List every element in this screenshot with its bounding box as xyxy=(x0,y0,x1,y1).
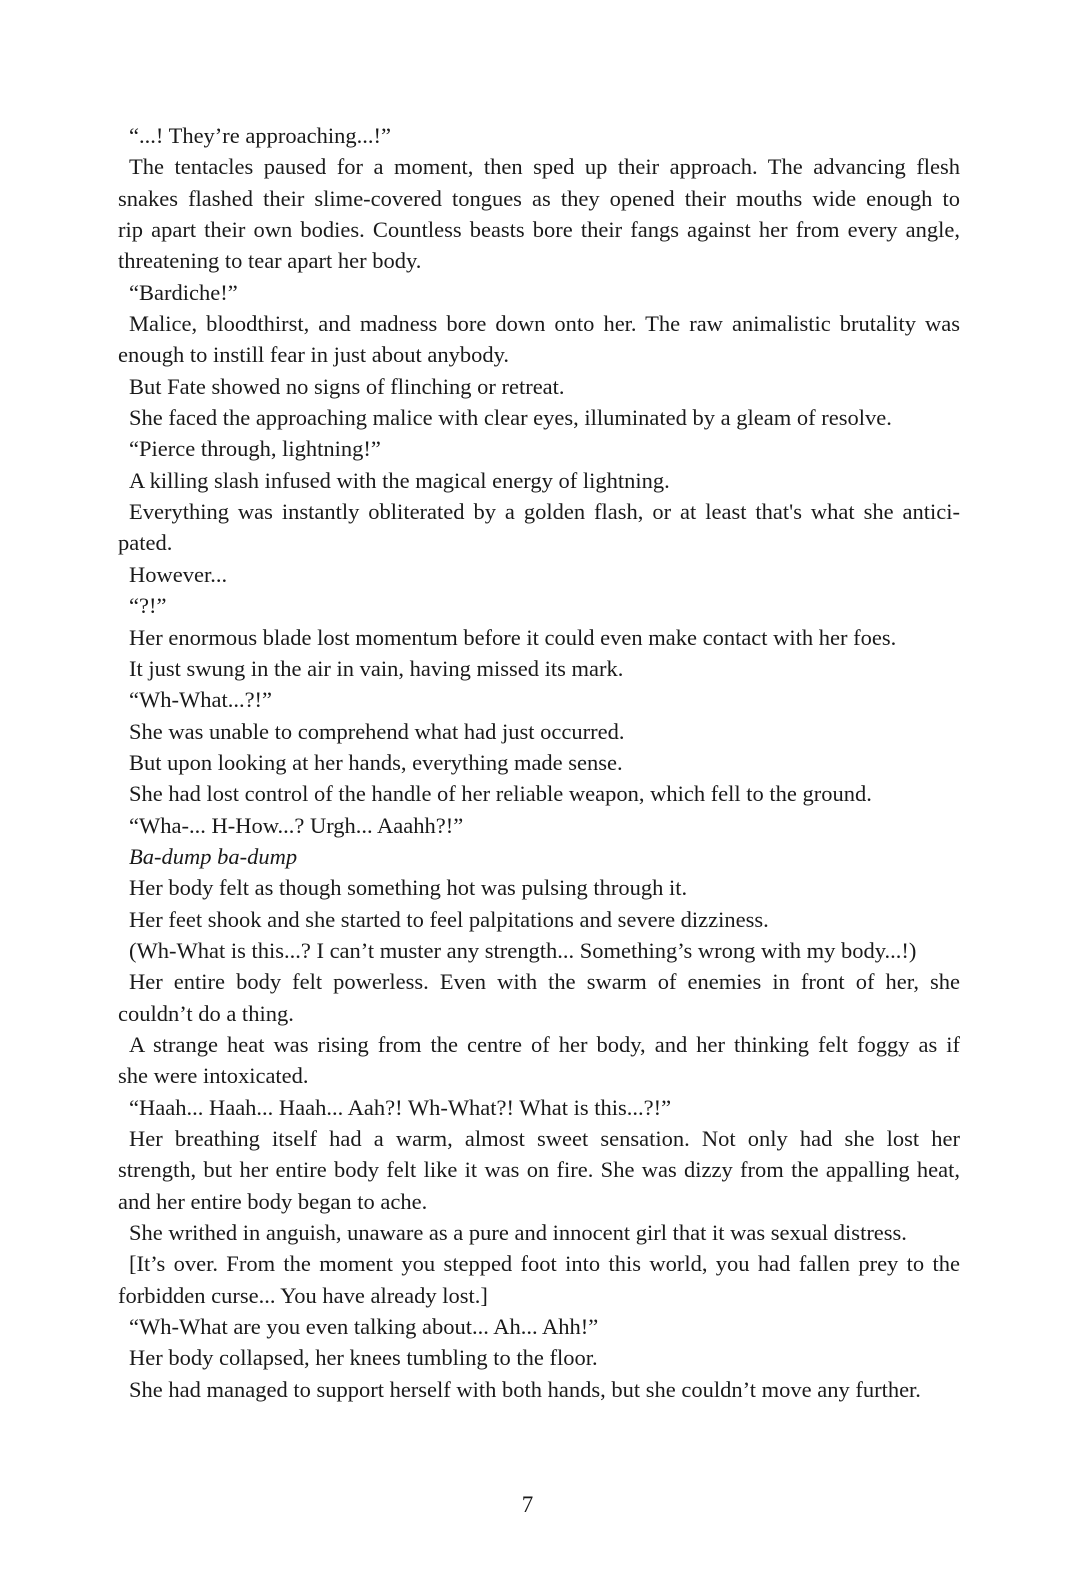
text-line: Her entire body felt powerless. Even with the swarm of enemies in front of her, she xyxy=(129,969,960,995)
text-line: Her body collapsed, her knees tumbling to the floor. xyxy=(129,1345,598,1371)
text-line: threatening to tear apart her body. xyxy=(118,248,422,274)
paragraph xyxy=(118,935,960,966)
paragraph xyxy=(118,1311,960,1342)
paragraph xyxy=(118,966,960,1029)
body-text xyxy=(118,120,960,1405)
text-line: [It’s over. From the moment you stepped foot into this world, you had fallen prey to the xyxy=(129,1251,960,1277)
text-line: She had lost control of the handle of her reliable weapon, which fell to the ground. xyxy=(129,781,872,807)
paragraph xyxy=(118,151,960,276)
paragraph xyxy=(118,841,960,872)
text-line: She writhed in anguish, unaware as a pure and innocent girl that it was sexual distress. xyxy=(129,1220,907,1246)
text-line: She was unable to comprehend what had just occurred. xyxy=(129,718,625,744)
text-line: A killing slash infused with the magical energy of lightning. xyxy=(129,467,670,493)
text-line: Her enormous blade lost momentum before it could even make contact with her foes. xyxy=(129,624,897,650)
paragraph xyxy=(118,308,960,371)
text-line: It just swung in the air in vain, having missed its mark. xyxy=(129,655,624,681)
paragraph xyxy=(118,1217,960,1248)
text-line: “Pierce through, lightning!” xyxy=(129,436,381,462)
text-line: “Wh-What...?!” xyxy=(129,687,273,713)
text-line: “Wha-... H-How...? Urgh... Aaahh?!” xyxy=(129,812,464,838)
text-line: She faced the approaching malice with clear eyes, illuminated by a gleam of resolve. xyxy=(129,405,892,431)
paragraph xyxy=(118,684,960,715)
paragraph xyxy=(118,1029,960,1092)
paragraph xyxy=(118,747,960,778)
text-line: “Wh-What are you even talking about... Ah... Ahh!” xyxy=(129,1314,599,1340)
text-line: (Wh-What is this...? I can’t muster any strength... Something’s wrong with my body...!) xyxy=(129,937,917,963)
text-line: “...! They’re approaching...!” xyxy=(129,123,391,148)
text-line: But upon looking at her hands, everything made sense. xyxy=(129,749,623,775)
text-line: “?!” xyxy=(129,593,167,619)
text-line: “Bardiche!” xyxy=(129,279,238,305)
text-line: snakes flashed their slime-covered tongues as they opened their mouths wide enough to xyxy=(118,185,960,211)
paragraph xyxy=(118,1248,960,1311)
paragraph xyxy=(118,277,960,308)
text-line: Everything was instantly obliterated by a golden flash, or at least that's what she antici- xyxy=(129,499,960,525)
text-line: and her entire body began to ache. xyxy=(118,1188,428,1214)
paragraph xyxy=(118,778,960,809)
paragraph xyxy=(118,433,960,464)
paragraph xyxy=(118,653,960,684)
paragraph xyxy=(118,559,960,590)
page-number: 7 xyxy=(521,1492,534,1517)
text-line: Her feet shook and she started to feel palpitations and severe dizziness. xyxy=(129,906,769,932)
paragraph xyxy=(118,590,960,621)
paragraph xyxy=(118,716,960,747)
paragraph xyxy=(118,1342,960,1373)
text-line: rip apart their own bodies. Countless beasts bore their fangs against her from every angle, xyxy=(118,217,960,243)
paragraph xyxy=(118,810,960,841)
paragraph xyxy=(118,1092,960,1123)
paragraph xyxy=(118,1374,960,1405)
text-line: Her body felt as though something hot was pulsing through it. xyxy=(129,875,688,901)
text-line: couldn’t do a thing. xyxy=(118,1000,294,1026)
text-line: The tentacles paused for a moment, then sped up their approach. The advancing flesh xyxy=(129,154,960,180)
text-line: A strange heat was rising from the centre of her body, and her thinking felt foggy as if xyxy=(129,1031,960,1057)
text-line: Malice, bloodthirst, and madness bore down onto her. The raw animalistic brutality was xyxy=(129,311,960,337)
text-line: However... xyxy=(129,561,228,587)
text-line: enough to instill fear in just about anybody. xyxy=(118,342,509,368)
text-line: Her breathing itself had a warm, almost sweet sensation. Not only had she lost her xyxy=(129,1126,960,1151)
text-line: Ba-dump ba-dump xyxy=(129,843,298,869)
paragraph xyxy=(118,402,960,433)
text-line: forbidden curse... You have already lost.] xyxy=(118,1282,488,1308)
paragraph xyxy=(118,371,960,402)
text-line: “Haah... Haah... Haah... Aah?! Wh-What?! What is this...?!” xyxy=(129,1094,672,1120)
paragraph xyxy=(118,1123,960,1217)
paragraph xyxy=(118,496,960,559)
text-line: She had managed to support herself with both hands, but she couldn’t move any further. xyxy=(129,1376,921,1402)
text-line: But Fate showed no signs of flinching or retreat. xyxy=(129,373,565,399)
paragraph xyxy=(118,622,960,653)
paragraph xyxy=(118,465,960,496)
text-line: pated. xyxy=(118,530,173,556)
paragraph xyxy=(118,904,960,935)
paragraph xyxy=(118,872,960,903)
text-line: strength, but her entire body felt like it was on fire. She was dizzy from the appalling heat, xyxy=(118,1157,960,1183)
text-line: she were intoxicated. xyxy=(118,1063,309,1089)
paragraph xyxy=(118,120,960,151)
